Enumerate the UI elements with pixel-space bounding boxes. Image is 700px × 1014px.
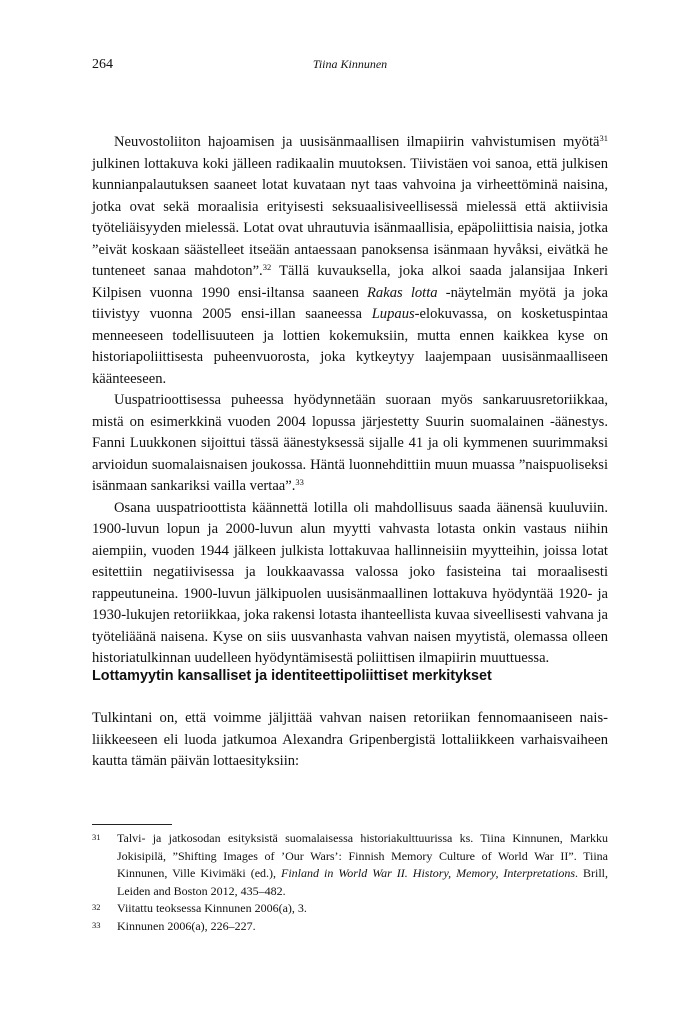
book-title: Finland in World War II. History, Memory, Interpretations — [281, 866, 575, 880]
running-title: Tiina Kinnunen — [312, 57, 388, 71]
play-title: Rakas lotta — [367, 284, 438, 301]
paragraph-text: -elokuvassa, on kosketuspintaa menneeseen todellisuuteen ja lottien kokemuksiin, mutta ennen kaikkea kyse on historiapoliittisesta puheenvuorosta, joka kytkeytyy laajempaan uusisänmaalliseen käänteeseen. — [92, 306, 609, 387]
paragraph-text: julkinen lottakuva koki jälleen radikaalin muutoksen. Tiivistäen voi sanoa, että julkisen kunnianpalautuksen saaneet lotat kuvataan nyt taas vahvoina ja virheettöminä naisina, jotka ovat sekä moraalisia erityisesti seksuaalisiveellisessä mielessä että aktiivisia työteliäisyyden mielessä. Lotat ovat uhrautuvia isänmaallisia, epäpoliittisia naisia, jotka ”eivät koskaan säästelleet itseään antaessaan panoksensa isänmaan hyvåksi, eivätkä he tunteneet sanaa mahdoton”. — [92, 155, 608, 279]
film-title: Lupaus — [371, 306, 415, 322]
paragraph-text: Tällä kuvauksella, joka alkoi saada jalansijaa Inkeri Kilpisen vuonna 1990 ensi-iltansa saaneen — [92, 263, 608, 301]
page-number: 264 — [92, 57, 113, 72]
footnote-ref-33[interactable]: 33 — [295, 477, 304, 487]
footnote-number: 31 — [92, 832, 101, 842]
section-lead — [92, 708, 608, 773]
running-head — [92, 57, 608, 73]
footnote-33 — [92, 918, 608, 936]
paragraph-text: Uuspatrioottisessa puheessa hyödynnetään suoraan myös sankaruusretoriikkaa, mistä on esimerkkinä vuoden 2004 lopussa järjestetty Suurin suomalainen -äänestys. Fanni Luukkonen sijoittui tässä äänestyksessä sijalle 41 ja oli kymmenen suurimmaksi arvioidun suomalaisnaisen joukossa. Häntä luonnehdittiin muun muassa ”naispuoliseksi isänmaan sankariksi vailla vertaa”. — [92, 392, 608, 494]
paragraph-3: Osana uuspatrioottista käännettä lotilla oli mahdollisuus saada äänensä kuuluviin. 1900-luvun lopun ja 2000-luvun alun myytti vahvasta lotasta onkin vastaus niihin aiempiin, vuoden 1944 jälkeen julkista lottakuvaa hallinneisiin myytteihin, joissa lotat esitettiin negatiivisessa ja loukkaavassa valossa joko fasisteina tai moraalisesti rappeutuneina. 1900-luvun jälkipuolen uusisänmaallinen lottakuva hyödyntää 1920- ja 1930-lukujen retoriikkaa, joka rakensi lotasta ihanteellista kuvaa siveellisesti vahvana ja työteliäänä naisena. Kyse on siis uusvanhasta vahvan naisen myytistä, olemassa olleen historiatulkinnan uudelleen hyödyntämisestä poliittisen ilmapiirin muuttuessa. — [92, 499, 608, 666]
footnote-32 — [92, 900, 608, 918]
paragraph-2 — [92, 390, 608, 498]
section-heading: Lottamyytin kansalliset ja identiteettipoliittiset merkitykset — [92, 668, 492, 684]
footnote-text: . Brill, Leiden and Boston 2012, 435–482. — [117, 866, 608, 898]
paragraph-1 — [92, 132, 608, 390]
footnote-ref-32[interactable]: 32 — [262, 262, 272, 272]
footnote-text: Kinnunen 2006(a), 226–227. — [117, 918, 256, 933]
footnote-text: Talvi- ja jatkosodan esityksistä suomalaisessa historiakulttuurissa ks. Tiina Kinnunen, Markku Jokisipilä, ”Shifting Images of ’Our Wars’: Finnish Memory Culture of World War II”. Tiina Kinnunen, Ville Kivimäki (ed.), — [117, 831, 608, 880]
footnote-divider — [92, 824, 172, 825]
paragraph-text: Neuvostoliiton hajoamisen ja uusisänmaallisen ilmapiirin vahvistumisen myötä — [114, 134, 600, 150]
footnote-text: Viitattu teoksessa Kinnunen 2006(a), 3. — [117, 901, 307, 915]
footnote-number: 33 — [92, 919, 101, 930]
footnote-number: 32 — [92, 902, 101, 912]
footnote-31 — [92, 830, 608, 900]
footnotes — [92, 830, 608, 935]
footnote-ref-31[interactable]: 31 — [599, 133, 608, 143]
lead-paragraph: Tulkintani on, että voimme jäljittää vahvan naisen retoriikan fennomaaniseen naisliikkeeseen eli luoda jatkumoa Alexandra Gripenbergistä lottaliikkeen varhaisvaiheen kautta tämän päivän lottaesityksiin: — [92, 710, 608, 769]
paragraph-text: -näytelmän myötä ja joka tiivistyy vuonna 2005 ensi-illan saaneessa — [92, 284, 608, 322]
body-text — [92, 132, 608, 670]
